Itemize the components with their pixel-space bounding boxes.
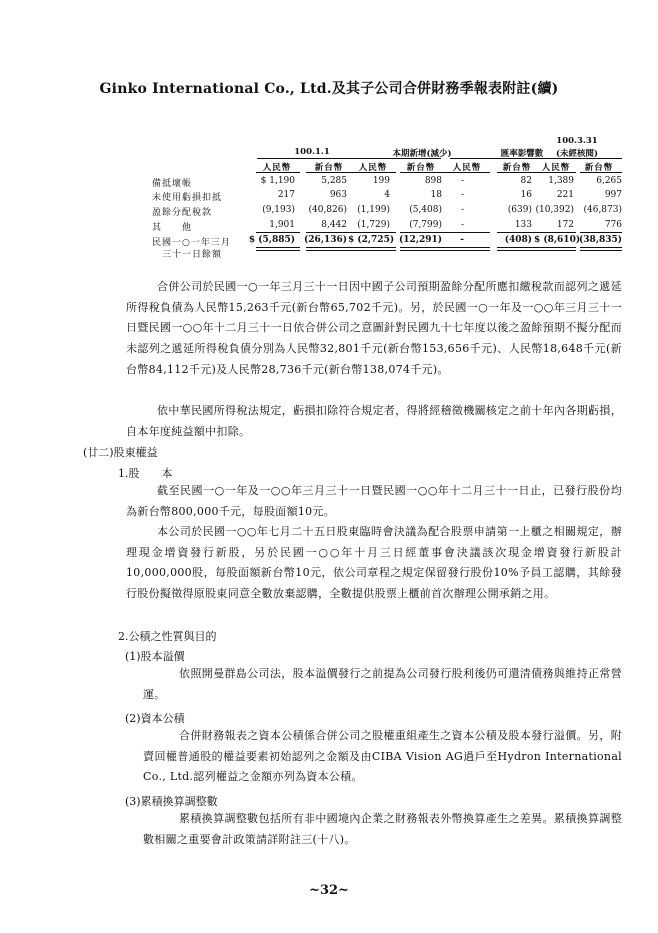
subsection-heading-capital: 1.股 本 <box>118 467 173 480</box>
paragraph-capital-2: 本公司於民國一○○年七月二十五日股東臨時會決議為配合股票申請第一上櫃之相關規定，辦理現金增資發行新股，另於民國一○○年十月三日經董事會決議該次現金增資發行新股計10,000,000股，每股面額新台幣10元，依公司章程之規定保留發行股份10%予員工認購，其餘發行股份擬徵得原股東同意全數放棄認購，全數提供股票上櫃前首次辦理公開承銷之用。 <box>126 525 622 601</box>
table-cell: (46,873) <box>583 205 622 215</box>
section-heading-equity: (廿二)股東權益 <box>83 446 158 459</box>
row-label: 民國一○一年三月 <box>152 238 231 248</box>
table-cell: $ (2,725) <box>348 235 395 245</box>
col-group-unreviewed: (未經核閱) <box>555 149 599 159</box>
row-label: 未使用虧損扣抵 <box>152 193 223 203</box>
row-label: 盈餘分配稅款 <box>152 208 213 218</box>
item-heading-capital-reserve: (2)資本公積 <box>125 712 185 725</box>
table-cell: - <box>460 190 464 200</box>
table-cell: 8,442 <box>321 220 347 230</box>
table-cell: 898 <box>424 176 442 186</box>
table-cell: (639) <box>507 205 532 215</box>
paragraph-capital-1: 截至民國一○一年及一○○年三月三十一日暨民國一○○年十二月三十一日止，已發行股份均為新台幣800,000千元，每股面額10元。 <box>126 484 622 518</box>
table-cell: $ (8,610) <box>534 235 581 245</box>
table-cell: (26,136) <box>304 235 347 245</box>
table-cell: - <box>460 235 464 245</box>
table-cell: (408) <box>504 235 532 245</box>
subsection-heading-reserves: 2.公積之性質與目的 <box>118 630 217 643</box>
deferred-tax-table <box>152 136 622 266</box>
table-cell: (40,826) <box>308 205 347 215</box>
table-cell: 217 <box>277 190 295 200</box>
table-cell: (1,729) <box>357 220 390 230</box>
col-group-fx: 匯率影響數 <box>500 149 544 159</box>
table-cell: (12,291) <box>399 235 442 245</box>
table-cell: 82 <box>520 176 532 186</box>
table-cell: 199 <box>372 176 390 186</box>
sub-header: 人民幣 <box>262 163 292 173</box>
item-heading-share-premium: (1)股本溢價 <box>125 650 185 663</box>
sub-header: 新台幣 <box>314 163 344 173</box>
page-title: Ginko International Co., Ltd.及其子公司合併財務季報表附註(續) <box>99 81 559 97</box>
col-group-change: 本期新增(減少) <box>392 149 452 159</box>
table-cell: 4 <box>384 190 390 200</box>
table-cell: 1,389 <box>548 176 574 186</box>
table-cell: $ 1,190 <box>260 176 295 186</box>
table-cell: 5,285 <box>321 176 347 186</box>
table-cell: $ (5,885) <box>248 235 295 245</box>
table-cell: 221 <box>556 190 574 200</box>
paragraph-deferred-tax: 合併公司於民國一○一年三月三十一日因中國子公司預期盈餘分配所應扣繳稅款而認列之遞延所得稅負債為人民幣15,263千元(新台幣65,702千元)。另，於民國一○一年及一○○年三月三十一日暨民國一○○年十二月三十一日依合併公司之意圖針對民國九十七年度以後之盈餘預期不擬分配而未認列之遞延所得稅負債分別為人民幣32,801千元(新台幣153,656千元)、人民幣18,648千元(新台幣84,112千元)及人民幣28,736千元(新台幣138,074千元)。 <box>126 280 622 376</box>
sub-header: 新台幣 <box>406 163 436 173</box>
sub-header: 新台幣 <box>502 163 532 173</box>
paragraph-capital-reserve: 合併財務報表之資本公積係合併公司之股權重組產生之資本公積及股本發行溢價。另，附賣回權普通股的權益要素初始認列之金額及由CIBA Vision AG過戶至Hydron International Co., Ltd.認列權益之金額亦列為資本公積。 <box>143 729 622 784</box>
sub-header: 人民幣 <box>358 163 388 173</box>
table-cell: 133 <box>514 220 532 230</box>
table-cell: 1,901 <box>269 220 295 230</box>
paragraph-translation: 累積換算調整數包括所有非中國境內企業之財務報表外幣換算產生之差異。累積換算調整數相關之重要會計政策請詳附註三(十八)。 <box>143 812 622 846</box>
sub-header: 新台幣 <box>584 163 614 173</box>
row-label: 備抵壞帳 <box>152 179 193 189</box>
table-cell: 18 <box>430 190 442 200</box>
table-cell: 6,265 <box>596 176 622 186</box>
table-cell: (10,392) <box>535 205 574 215</box>
table-cell: 776 <box>604 220 622 230</box>
table-cell: 16 <box>520 190 532 200</box>
table-cell: - <box>460 220 464 230</box>
item-heading-translation: (3)累積換算調整數 <box>125 795 218 808</box>
table-cell: (1,199) <box>357 205 390 215</box>
row-label: 其 他 <box>152 223 193 233</box>
table-cell: 172 <box>556 220 574 230</box>
table-cell: (7,799) <box>409 220 442 230</box>
table-cell: 997 <box>604 190 622 200</box>
table-cell: - <box>460 176 464 186</box>
table-cell: (9,193) <box>262 205 295 215</box>
col-group-closing: 100.3.31 <box>556 136 598 146</box>
table-cell: - <box>460 205 464 215</box>
paragraph-share-premium: 依照開曼群島公司法，股本溢價發行之前提為公司發行股利後仍可還清債務與維持正常營運。 <box>143 667 622 701</box>
col-group-opening: 100.1.1 <box>294 147 330 157</box>
paragraph-loss-deduction: 依中華民國所得稅法規定，虧損扣除符合規定者，得將經稽徵機關核定之前十年內各期虧損，自本年度純益額中扣除。 <box>126 404 622 438</box>
table-cell: (5,408) <box>409 205 442 215</box>
page-number: ~32~ <box>309 883 349 898</box>
table-cell: 963 <box>329 190 347 200</box>
sub-header: 人民幣 <box>452 163 482 173</box>
table-cell: (38,835) <box>579 235 622 245</box>
row-label-cont: 三十一日餘額 <box>162 250 223 260</box>
sub-header: 人民幣 <box>541 163 571 173</box>
